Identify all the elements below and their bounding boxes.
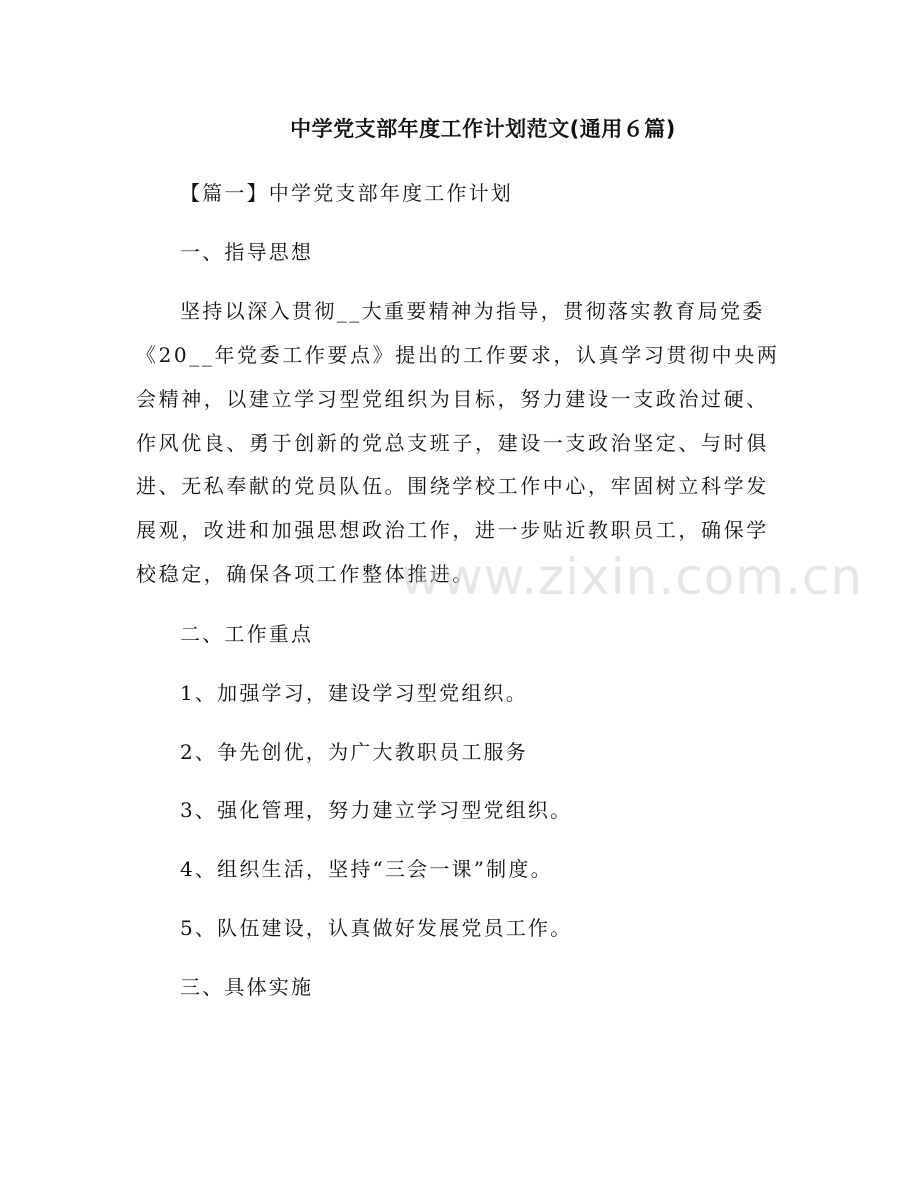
paragraph-line: 展观，改进和加强思想政治工作，进一步贴近教职员工，确保学 — [136, 518, 769, 542]
document-title: 中学党支部年度工作计划范文(通用６篇) — [290, 117, 676, 141]
list-item: 2、争先创优，为广大教职员工服务 — [180, 740, 528, 764]
paragraph-line: 会精神，以建立学习型党组织为目标，努力建设一支政治过硬、 — [136, 387, 769, 411]
paragraph-line: 坚持以深入贯彻__大重要精神为指导，贯彻落实教育局党委 — [180, 299, 765, 323]
list-item: 3、强化管理，努力建立学习型党组织。 — [180, 798, 573, 822]
paragraph-line: 《20__年党委工作要点》提出的工作要求，认真学习贯彻中央两 — [136, 343, 780, 367]
list-item: 5、队伍建设，认真做好发展党员工作。 — [180, 916, 573, 940]
section-heading: 【篇一】中学党支部年度工作计划 — [180, 181, 513, 205]
paragraph-line: 作风优良、勇于创新的党总支班子，建设一支政治坚定、与时俱 — [136, 431, 769, 455]
list-item: 4、组织生活，坚持“三会一课”制度。 — [180, 857, 553, 881]
paragraph-line: 进、无私奉献的党员队伍。围绕学校工作中心，牢固树立科学发 — [136, 474, 769, 498]
heading-implementation: 三、具体实施 — [180, 975, 314, 999]
list-item: 1、加强学习，建设学习型党组织。 — [180, 681, 528, 705]
heading-guiding-ideology: 一、指导思想 — [180, 240, 314, 264]
heading-work-focus: 二、工作重点 — [180, 622, 314, 646]
paragraph-line: 校稳定，确保各项工作整体推进。 — [136, 562, 475, 586]
watermark: www.zixin.com.cn — [400, 548, 864, 606]
